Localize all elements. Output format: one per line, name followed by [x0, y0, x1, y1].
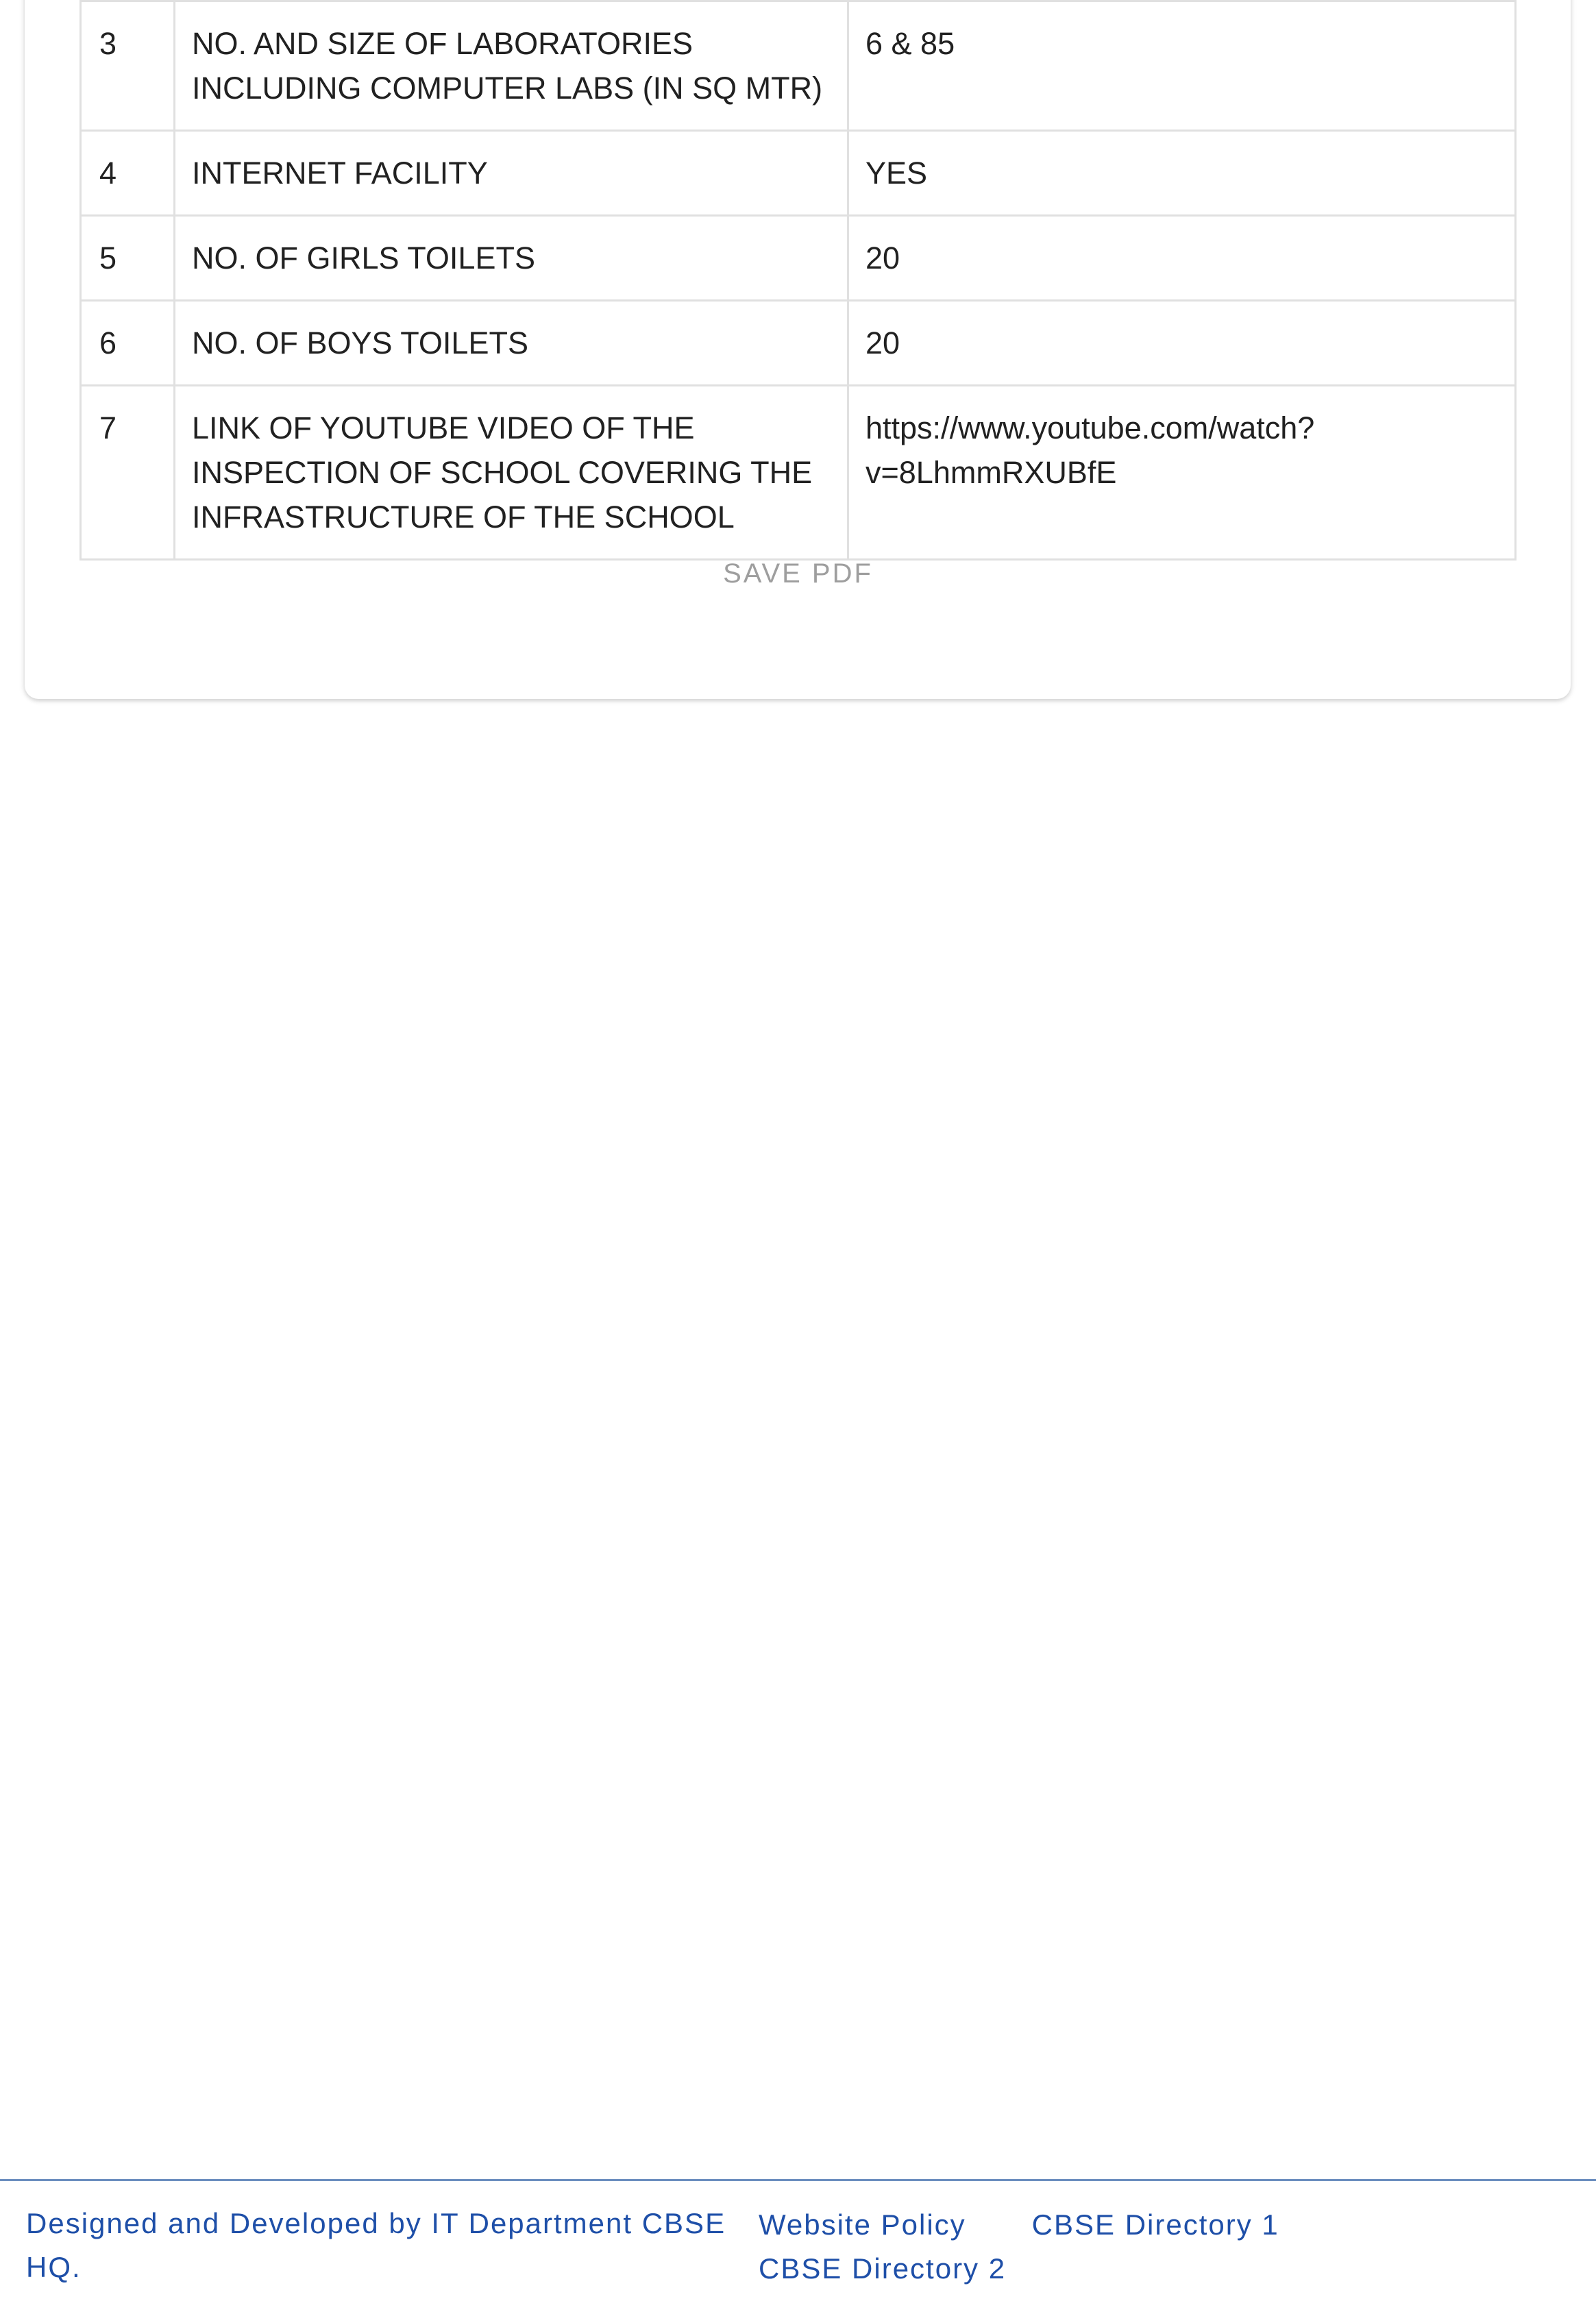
- row-number: 4: [81, 131, 175, 216]
- row-value: 20: [848, 301, 1516, 386]
- row-label: NO. AND SIZE OF LABORATORIES INCLUDING COMPUTER LABS (IN SQ MTR): [175, 1, 848, 131]
- row-label: LINK OF YOUTUBE VIDEO OF THE INSPECTION OF SCHOOL COVERING THE INFRASTRUCTURE OF THE SCHOOL: [175, 386, 848, 560]
- table-row: [81, 131, 1516, 216]
- row-value: YES: [848, 131, 1516, 216]
- table-row: [81, 216, 1516, 301]
- save-pdf-button[interactable]: SAVE PDF: [723, 558, 873, 589]
- row-label: INTERNET FACILITY: [175, 131, 848, 216]
- row-number: 3: [81, 1, 175, 131]
- footer-link-cbse-directory-2[interactable]: CBSE Directory 2: [759, 2252, 1007, 2285]
- infrastructure-table: [79, 0, 1517, 561]
- youtube-link-value: https://www.youtube.com/watch?v=8LhmmRXUBfE: [848, 386, 1516, 560]
- footer-credit: Designed and Developed by IT Department CBSE HQ.: [26, 2207, 726, 2283]
- table-row: [81, 386, 1516, 560]
- footer-link-website-policy[interactable]: Website Policy: [759, 2208, 966, 2241]
- row-value: 6 & 85: [848, 1, 1516, 131]
- table-row: [81, 1, 1516, 131]
- footer-link-cbse-directory-1[interactable]: CBSE Directory 1: [1031, 2208, 1279, 2241]
- row-label: NO. OF GIRLS TOILETS: [175, 216, 848, 301]
- row-value: 20: [848, 216, 1516, 301]
- row-number: 7: [81, 386, 175, 560]
- page-footer: [0, 2179, 1596, 2301]
- row-number: 5: [81, 216, 175, 301]
- row-label: NO. OF BOYS TOILETS: [175, 301, 848, 386]
- footer-links: [759, 2203, 1547, 2291]
- table-row: [81, 301, 1516, 386]
- row-number: 6: [81, 301, 175, 386]
